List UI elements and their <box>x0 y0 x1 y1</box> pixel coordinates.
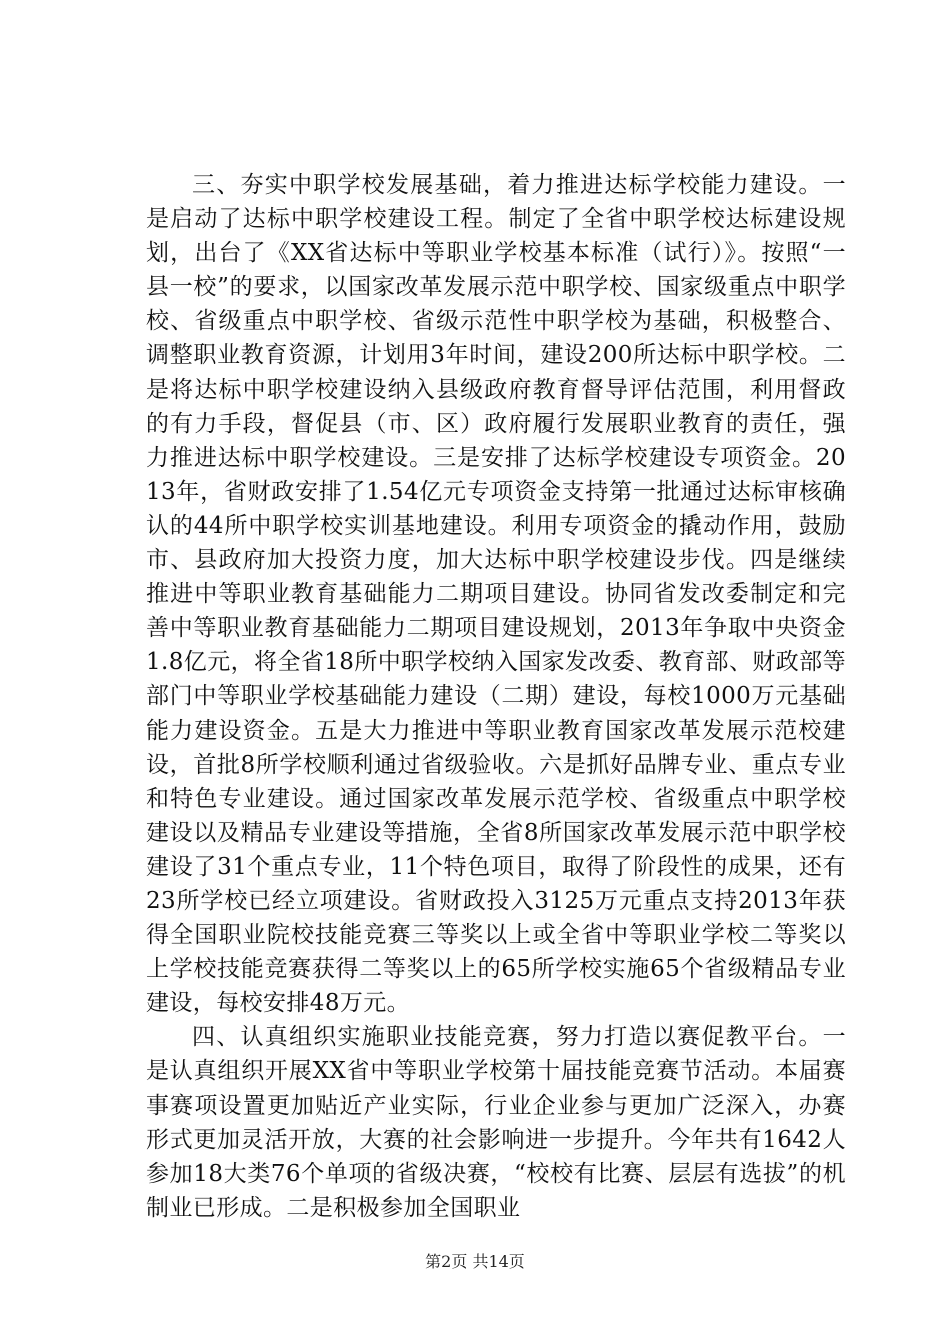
document-body <box>146 168 846 1225</box>
page-number-footer: 第2页 共14页 <box>425 1252 525 1271</box>
paragraph-section-four: 四、认真组织实施职业技能竞赛，努力打造以赛促教平台。一是认真组织开展XX省中等职业学校第十届技能竞赛节活动。本届赛事赛项设置更加贴近产业实际，行业企业参与更加广泛深入，办赛形式更加灵活开放，大赛的社会影响进一步提升。今年共有1642人参加18大类76个单项的省级决赛，“校校有比赛、层层有选拔”的机制业已形成。二是积极参加全国职业 <box>146 1024 846 1221</box>
paragraph-section-three: 三、夯实中职学校发展基础，着力推进达标学校能力建设。一是启动了达标中职学校建设工程。制定了全省中职学校达标建设规划，出台了《XX省达标中等职业学校基本标准（试行）》。按照“一县一校”的要求，以国家改革发展示范中职学校、国家级重点中职学校、省级重点中职学校、省级示范性中职学校为基础，积极整合、调整职业教育资源，计划用3年时间，建设200所达标中职学校。二是将达标中职学校建设纳入县级政府教育督导评估范围，利用督政的有力手段，督促县（市、区）政府履行发展职业教育的责任，强力推进达标中职学校建设。三是安排了达标学校建设专项资金。2013年，省财政安排了1.54亿元专项资金支持第一批通过达标审核确认的44所中职学校实训基地建设。利用专项资金的撬动作用，鼓励市、县政府加大投资力度，加大达标中职学校建设步伐。四是继续推进中等职业教育基础能力二期项目建设。协同省发改委制定和完善中等职业教育基础能力二期项目建设规划，2013年争取中央资金1.8亿元，将全省18所中职学校纳入国家发改委、教育部、财政部等部门中等职业学校基础能力建设（二期）建设，每校1000万元基础能力建设资金。五是大力推进中等职业教育国家改革发展示范校建设，首批8所学校顺利通过省级验收。六是抓好品牌专业、重点专业和特色专业建设。通过国家改革发展示范学校、省级重点中职学校建设以及精品专业建设等措施，全省8所国家改革发展示范中职学校建设了31个重点专业，11个特色项目，取得了阶段性的成果，还有23所学校已经立项建设。省财政投入3125万元重点支持2013年获得全国职业院校技能竞赛三等奖以上或全省中等职业学校二等奖以上学校技能竞赛获得二等奖以上的65所学校实施65个省级精品专业建设，每校安排48万元。 <box>146 172 846 1017</box>
